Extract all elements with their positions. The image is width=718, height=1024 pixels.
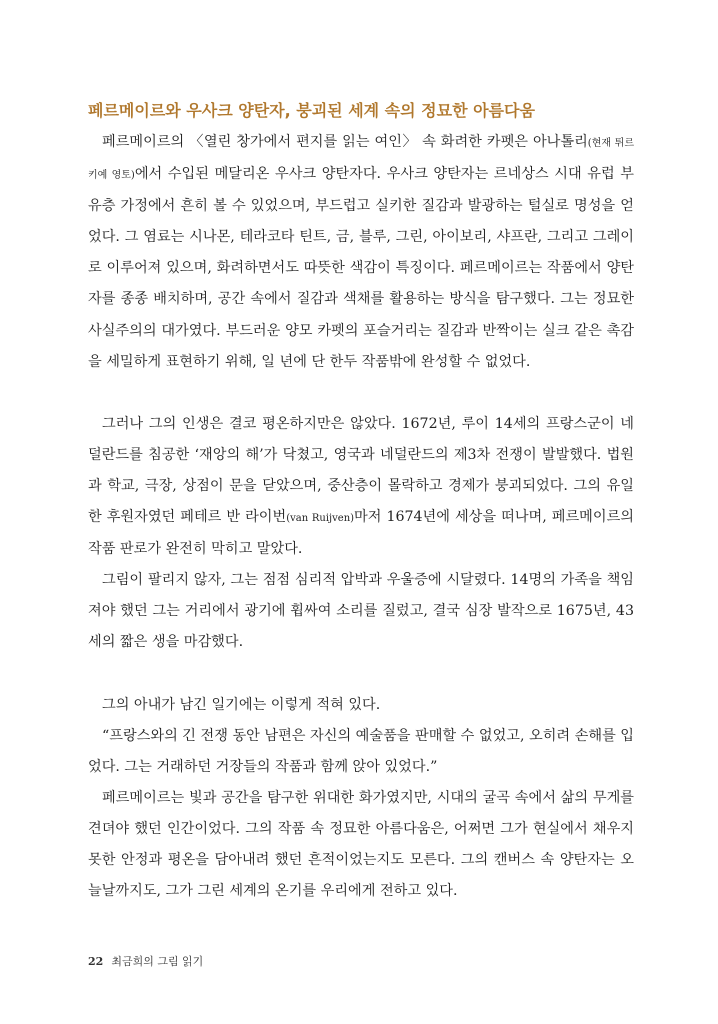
paragraph-4: 그의 아내가 남긴 일기에는 이렇게 적혀 있다. bbox=[102, 696, 381, 713]
paragraph-5-quote: “프랑스와의 긴 전쟁 동안 남편은 자신의 예술품을 판매할 수 없었고, 오히려 손해를 입었다. 그는 거래하던 거장들의 작품과 함께 앉아 있었다.” bbox=[88, 727, 634, 775]
paragraph-2-note: (van Ruijven) bbox=[286, 513, 355, 525]
paragraph-1-text-end: 에서 수입된 메달리온 우사크 양탄자다. 우사크 양탄자는 르네상스 시대 유럽 부유층 가정에서 흔히 볼 수 있었으며, 부드럽고 실키한 질감과 발광하는 털실로 명성을 얻었다. 그 염료는 시나몬, 테라코타 틴트, 금, 블루, 그린, 아이보리, 샤프란, 그리고 그레이로 이루어져 있으며, 화려하면서도 따뜻한 색감이 특징이다. 페르메이르는 작품에서 양탄자를 종종 배치하며, 공간 속에서 질감과 색채를 활용하는 방식을 탐구했다. 그는 정묘한 사실주의의 대가였다. 부드러운 양모 카펫의 포슬거리는 질감과 반짝이는 실크 같은 촉감을 세밀하게 표현하기 위해, 일 년에 단 한두 작품밖에 완성할 수 없었다. bbox=[88, 166, 634, 370]
paragraph-2 bbox=[88, 409, 634, 565]
paragraph-1 bbox=[88, 127, 634, 378]
book-title: 최금희의 그림 읽기 bbox=[111, 955, 204, 968]
paragraph-3: 그림이 팔리지 않자, 그는 점점 심리적 압박과 우울증에 시달렸다. 14명의 가족을 책임져야 했던 그는 거리에서 광기에 휩싸여 소리를 질렀고, 결국 심장 발작으로 1675년, 43세의 짧은 생을 마감했다. bbox=[88, 572, 634, 651]
section-heading: 페르메이르와 우사크 양탄자, 붕괴된 세계 속의 정묘한 아름다움 bbox=[88, 101, 535, 120]
body-text bbox=[88, 127, 634, 907]
paragraph-2-text-end: 마저 1674년에 세상을 떠나며, 페르메이르의 작품 판로가 완전히 막히고 말았다. bbox=[88, 509, 634, 558]
page-number: 22 bbox=[88, 955, 104, 968]
paragraph-1-text-start: 페르메이르의 〈열린 창가에서 편지를 읽는 여인〉 속 화려한 카펫은 아나톨리 bbox=[102, 134, 588, 150]
paragraph-2-text-start: 그러나 그의 인생은 결코 평온하지만은 않았다. 1672년, 루이 14세의 프랑스군이 네덜란드를 침공한 ‘재앙의 해’가 닥쳤고, 영국과 네덜란드의 제3차 전쟁이 발발했다. 법원과 학교, 극장, 상점이 문을 닫았으며, 중산층이 몰락하고 경제가 붕괴되었다. 그의 유일한 후원자였던 페테르 반 라이번 bbox=[88, 415, 634, 526]
paragraph-1-note: (현재 튀르키예 영토) bbox=[88, 138, 634, 182]
paragraph-6: 페르메이르는 빛과 공간을 탐구한 위대한 화가였지만, 시대의 굴곡 속에서 삶의 무게를 견뎌야 했던 인간이었다. 그의 작품 속 정묘한 아름다움은, 어쩌면 그가 현실에서 채우지 못한 안정과 평온을 담아내려 했던 흔적이었는지도 모른다. 그의 캔버스 속 양탄자는 오늘날까지도, 그가 그린 세계의 온기를 우리에게 전하고 있다. bbox=[88, 789, 634, 900]
page-footer bbox=[88, 953, 203, 969]
